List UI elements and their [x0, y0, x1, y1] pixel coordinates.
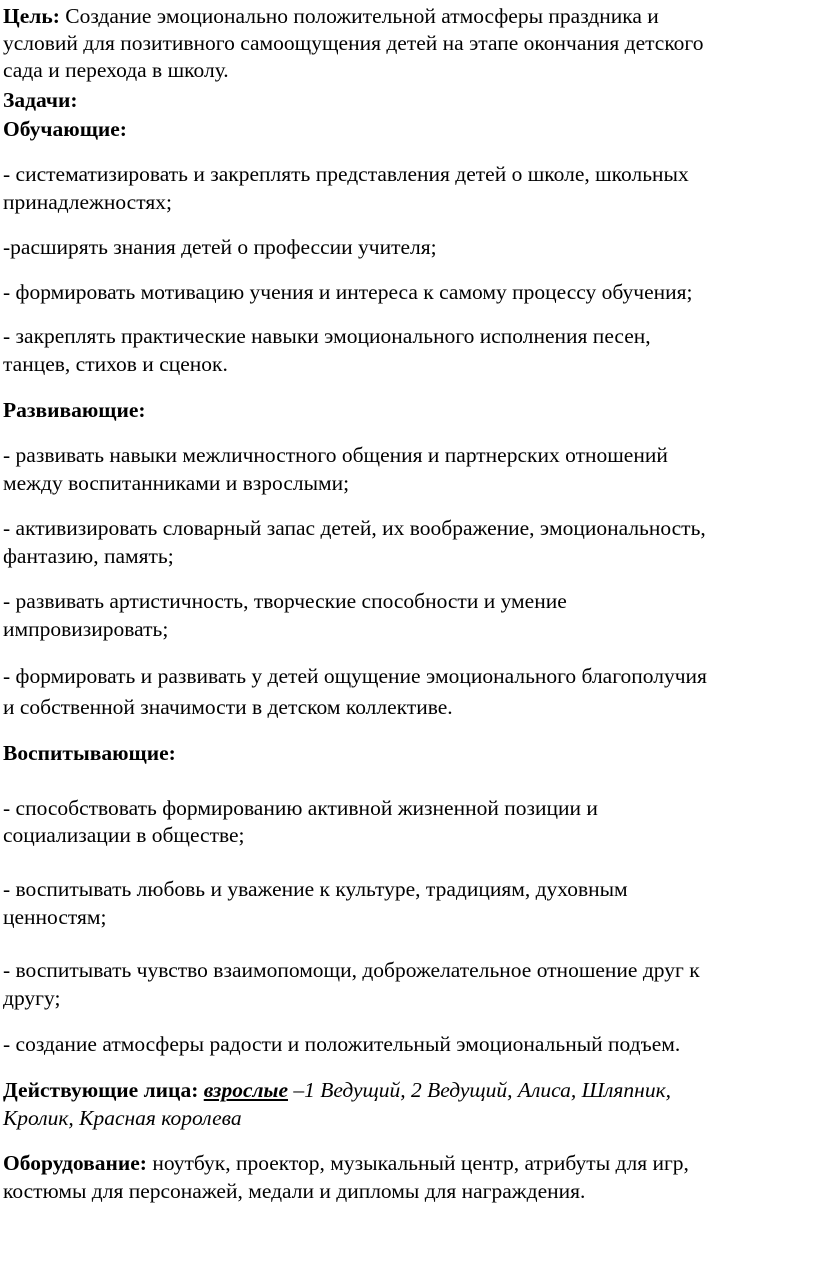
goal-text-1: Создание эмоционально положительной атмосферы праздника и — [59, 4, 659, 28]
characters-line-1 — [3, 1077, 671, 1103]
upbringing-item-1-line-1: - способствовать формированию активной жизненной позиции и — [3, 796, 598, 820]
characters-list-1: –1 Ведущий, 2 Ведущий, Алиса, Шляпник, — [287, 1078, 672, 1102]
developing-item-1-line-1: - развивать навыки межличностного общения и партнерских отношений — [3, 443, 668, 467]
goal-line-1 — [3, 3, 659, 29]
educational-item-1-line-2: принадлежностях; — [3, 190, 172, 214]
developing-item-4-line-1: - формировать и развивать у детей ощущение эмоционального благополучия — [3, 664, 707, 688]
goal-line-2: условий для позитивного самоощущения детей на этапе окончания детского — [3, 31, 704, 55]
characters-label: Действующие лица: — [3, 1078, 199, 1102]
goal-line-3: сада и перехода в школу. — [3, 58, 229, 82]
equipment-line-1 — [3, 1150, 689, 1176]
upbringing-heading: Воспитывающие: — [3, 741, 176, 765]
equipment-text-1: ноутбук, проектор, музыкальный центр, атрибуты для игр, — [146, 1151, 689, 1175]
characters-line-2: Кролик, Красная королева — [3, 1106, 242, 1130]
tasks-heading: Задачи: — [3, 88, 78, 112]
upbringing-item-2-line-2: ценностям; — [3, 905, 107, 929]
characters-adults: взрослые — [203, 1078, 288, 1102]
educational-item-3: - формировать мотивацию учения и интереса к самому процессу обучения; — [3, 280, 693, 304]
developing-item-3-line-2: импровизировать; — [3, 617, 169, 641]
educational-item-4-line-1: - закреплять практические навыки эмоционального исполнения песен, — [3, 324, 651, 348]
goal-label: Цель: — [3, 4, 60, 28]
developing-item-2-line-1: - активизировать словарный запас детей, их воображение, эмоциональность, — [3, 516, 706, 540]
developing-item-2-line-2: фантазию, память; — [3, 544, 174, 568]
upbringing-item-4: - создание атмосферы радости и положительный эмоциональный подъем. — [3, 1032, 681, 1056]
upbringing-item-3-line-2: другу; — [3, 986, 61, 1010]
educational-item-1-line-1: - систематизировать и закреплять представления детей о школе, школьных — [3, 162, 689, 186]
upbringing-item-3-line-1: - воспитывать чувство взаимопомощи, доброжелательное отношение друг к — [3, 958, 700, 982]
educational-heading: Обучающие: — [3, 117, 127, 141]
developing-item-3-line-1: - развивать артистичность, творческие способности и умение — [3, 589, 567, 613]
upbringing-item-1-line-2: социализации в обществе; — [3, 823, 245, 847]
developing-item-1-line-2: между воспитанниками и взрослыми; — [3, 471, 350, 495]
developing-item-4-line-2: и собственной значимости в детском коллективе. — [3, 695, 453, 719]
educational-item-2: -расширять знания детей о профессии учителя; — [3, 235, 437, 259]
upbringing-item-2-line-1: - воспитывать любовь и уважение к культуре, традициям, духовным — [3, 877, 628, 901]
developing-heading: Развивающие: — [3, 398, 146, 422]
educational-item-4-line-2: танцев, стихов и сценок. — [3, 352, 228, 376]
equipment-label: Оборудование: — [3, 1151, 147, 1175]
equipment-line-2: костюмы для персонажей, медали и дипломы для награждения. — [3, 1179, 586, 1203]
